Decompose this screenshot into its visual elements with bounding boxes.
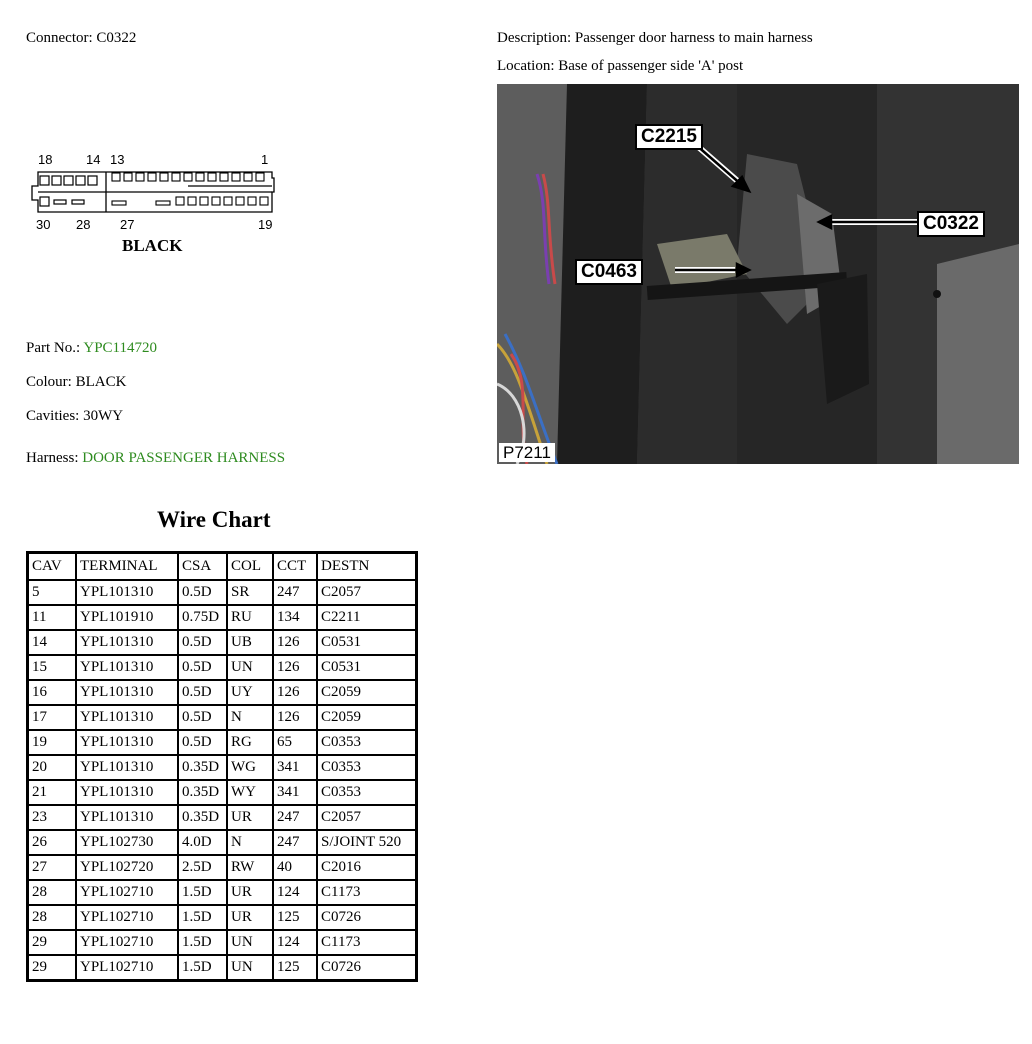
- cell-cav: 29: [28, 955, 76, 980]
- wire-chart-table: [26, 551, 418, 982]
- cell-cct: 125: [273, 905, 317, 930]
- cell-cav: 29: [28, 930, 76, 955]
- pin-label-27: 27: [120, 217, 135, 232]
- colour-value: BLACK: [75, 374, 127, 390]
- cell-col: RW: [227, 855, 273, 880]
- location-field: [497, 58, 743, 75]
- header-csa: CSA: [178, 553, 227, 580]
- cell-destn: C2057: [317, 580, 416, 605]
- cell-cav: 15: [28, 655, 76, 680]
- cell-terminal: YPL101310: [76, 580, 178, 605]
- cell-cav: 23: [28, 805, 76, 830]
- cell-cav: 20: [28, 755, 76, 780]
- cell-cct: 126: [273, 705, 317, 730]
- table-row: [28, 905, 416, 930]
- cell-terminal: YPL102710: [76, 955, 178, 980]
- cell-cct: 124: [273, 880, 317, 905]
- cavities-upper-right: [112, 173, 264, 181]
- cell-col: UY: [227, 680, 273, 705]
- cell-cct: 124: [273, 930, 317, 955]
- location-photo: [497, 84, 1019, 464]
- cell-destn: C0726: [317, 905, 416, 930]
- cell-csa: 4.0D: [178, 830, 227, 855]
- cell-col: SR: [227, 580, 273, 605]
- cell-terminal: YPL101310: [76, 755, 178, 780]
- cell-destn: C0531: [317, 655, 416, 680]
- cell-destn: C0353: [317, 730, 416, 755]
- cell-terminal: YPL102710: [76, 930, 178, 955]
- pin-label-14: 14: [86, 152, 101, 167]
- cell-cav: 28: [28, 905, 76, 930]
- cell-cct: 126: [273, 655, 317, 680]
- table-row: [28, 805, 416, 830]
- cell-terminal: YPL101310: [76, 680, 178, 705]
- colour-field: [26, 374, 126, 391]
- cell-cav: 11: [28, 605, 76, 630]
- table-row: [28, 930, 416, 955]
- cell-col: WY: [227, 780, 273, 805]
- cell-cct: 247: [273, 830, 317, 855]
- table-row: [28, 830, 416, 855]
- cell-terminal: YPL101310: [76, 730, 178, 755]
- cell-col: UN: [227, 955, 273, 980]
- cavities-label: Cavities:: [26, 408, 80, 424]
- wire-chart-title: Wire Chart: [157, 507, 271, 532]
- cell-destn: C2016: [317, 855, 416, 880]
- harness-link[interactable]: DOOR PASSENGER HARNESS: [82, 450, 286, 466]
- cell-cct: 65: [273, 730, 317, 755]
- table-row: [28, 855, 416, 880]
- table-row: [28, 655, 416, 680]
- cell-col: N: [227, 705, 273, 730]
- header-terminal: TERMINAL: [76, 553, 178, 580]
- part-no-field: [26, 340, 157, 357]
- cell-terminal: YPL101310: [76, 805, 178, 830]
- cell-csa: 1.5D: [178, 955, 227, 980]
- description-field: [497, 30, 813, 47]
- table-row: [28, 705, 416, 730]
- connector-face-diagram: [28, 150, 288, 262]
- cell-cct: 40: [273, 855, 317, 880]
- cell-csa: 0.35D: [178, 805, 227, 830]
- colour-label: Colour:: [26, 374, 72, 390]
- cell-csa: 0.75D: [178, 605, 227, 630]
- cell-col: UN: [227, 930, 273, 955]
- cell-destn: C2057: [317, 805, 416, 830]
- cell-cct: 341: [273, 780, 317, 805]
- cell-cct: 125: [273, 955, 317, 980]
- cell-terminal: YPL101310: [76, 630, 178, 655]
- cell-cct: 134: [273, 605, 317, 630]
- cell-col: UN: [227, 655, 273, 680]
- table-row: [28, 580, 416, 605]
- table-row: [28, 755, 416, 780]
- table-row: [28, 730, 416, 755]
- cell-csa: 0.5D: [178, 580, 227, 605]
- cell-csa: 1.5D: [178, 880, 227, 905]
- cell-csa: 0.5D: [178, 680, 227, 705]
- cell-terminal: YPL102710: [76, 880, 178, 905]
- table-row: [28, 880, 416, 905]
- cell-destn: C0531: [317, 630, 416, 655]
- header-cav: CAV: [28, 553, 76, 580]
- cell-destn: S/JOINT 520: [317, 830, 416, 855]
- cell-cct: 126: [273, 680, 317, 705]
- pin-label-13: 13: [110, 152, 125, 167]
- cell-destn: C2211: [317, 605, 416, 630]
- cell-col: UB: [227, 630, 273, 655]
- cell-destn: C0353: [317, 780, 416, 805]
- cell-cav: 14: [28, 630, 76, 655]
- cavities-lower-left: [40, 197, 84, 206]
- cell-terminal: YPL102730: [76, 830, 178, 855]
- cell-cav: 27: [28, 855, 76, 880]
- table-row: [28, 780, 416, 805]
- cavities-field: [26, 408, 123, 425]
- cell-cav: 17: [28, 705, 76, 730]
- cell-csa: 2.5D: [178, 855, 227, 880]
- cell-cav: 16: [28, 680, 76, 705]
- pin-label-19: 19: [258, 217, 273, 232]
- cell-cav: 28: [28, 880, 76, 905]
- cell-destn: C2059: [317, 705, 416, 730]
- cell-csa: 0.35D: [178, 780, 227, 805]
- diagram-colour-text: BLACK: [122, 236, 183, 255]
- table-row: [28, 605, 416, 630]
- cell-csa: 0.5D: [178, 730, 227, 755]
- table-row: [28, 955, 416, 980]
- part-no-link[interactable]: YPC114720: [83, 340, 157, 356]
- cell-destn: C0726: [317, 955, 416, 980]
- callout-c0463: C0463: [575, 259, 643, 285]
- cell-terminal: YPL101910: [76, 605, 178, 630]
- cell-cct: 247: [273, 580, 317, 605]
- harness-label: Harness:: [26, 450, 79, 466]
- cell-csa: 0.5D: [178, 630, 227, 655]
- cavities-lower-right: [112, 197, 268, 205]
- cell-csa: 0.5D: [178, 655, 227, 680]
- cell-terminal: YPL101310: [76, 780, 178, 805]
- cell-terminal: YPL102710: [76, 905, 178, 930]
- cell-cct: 341: [273, 755, 317, 780]
- header-cct: CCT: [273, 553, 317, 580]
- pin-label-30: 30: [36, 217, 51, 232]
- cell-destn: C1173: [317, 880, 416, 905]
- cell-terminal: YPL101310: [76, 655, 178, 680]
- cell-col: RG: [227, 730, 273, 755]
- cell-col: UR: [227, 805, 273, 830]
- cell-destn: C0353: [317, 755, 416, 780]
- table-row: [28, 630, 416, 655]
- connector-label: Connector:: [26, 30, 93, 46]
- callout-c0322: C0322: [917, 211, 985, 237]
- photo-id-label: P7211: [499, 443, 555, 462]
- connector-field: [26, 30, 136, 47]
- description-label: Description:: [497, 30, 572, 46]
- cell-col: UR: [227, 905, 273, 930]
- cell-destn: C1173: [317, 930, 416, 955]
- table-row: [28, 680, 416, 705]
- callout-c2215: C2215: [635, 124, 703, 150]
- cell-col: N: [227, 830, 273, 855]
- cell-cav: 5: [28, 580, 76, 605]
- cell-destn: C2059: [317, 680, 416, 705]
- location-value: Base of passenger side 'A' post: [558, 58, 744, 74]
- header-destn: DESTN: [317, 553, 416, 580]
- cell-terminal: YPL102720: [76, 855, 178, 880]
- cell-col: RU: [227, 605, 273, 630]
- pin-label-1: 1: [261, 152, 269, 167]
- pin-label-18: 18: [38, 152, 53, 167]
- cell-csa: 1.5D: [178, 930, 227, 955]
- wire-chart-header-row: [28, 553, 416, 580]
- cell-terminal: YPL101310: [76, 705, 178, 730]
- part-no-label: Part No.:: [26, 340, 81, 356]
- cavities-value: 30WY: [83, 408, 124, 424]
- cell-csa: 0.5D: [178, 705, 227, 730]
- harness-field: [26, 450, 285, 467]
- location-label: Location:: [497, 58, 555, 74]
- description-value: Passenger door harness to main harness: [574, 30, 813, 46]
- cell-col: WG: [227, 755, 273, 780]
- connector-value: C0322: [96, 30, 137, 46]
- cell-cav: 26: [28, 830, 76, 855]
- cell-cav: 19: [28, 730, 76, 755]
- cell-csa: 0.35D: [178, 755, 227, 780]
- pin-label-28: 28: [76, 217, 91, 232]
- cell-csa: 1.5D: [178, 905, 227, 930]
- cavities-upper-left: [40, 176, 97, 185]
- cell-cct: 247: [273, 805, 317, 830]
- cell-col: UR: [227, 880, 273, 905]
- connector-outline: [32, 172, 274, 212]
- header-col: COL: [227, 553, 273, 580]
- cell-cav: 21: [28, 780, 76, 805]
- cell-cct: 126: [273, 630, 317, 655]
